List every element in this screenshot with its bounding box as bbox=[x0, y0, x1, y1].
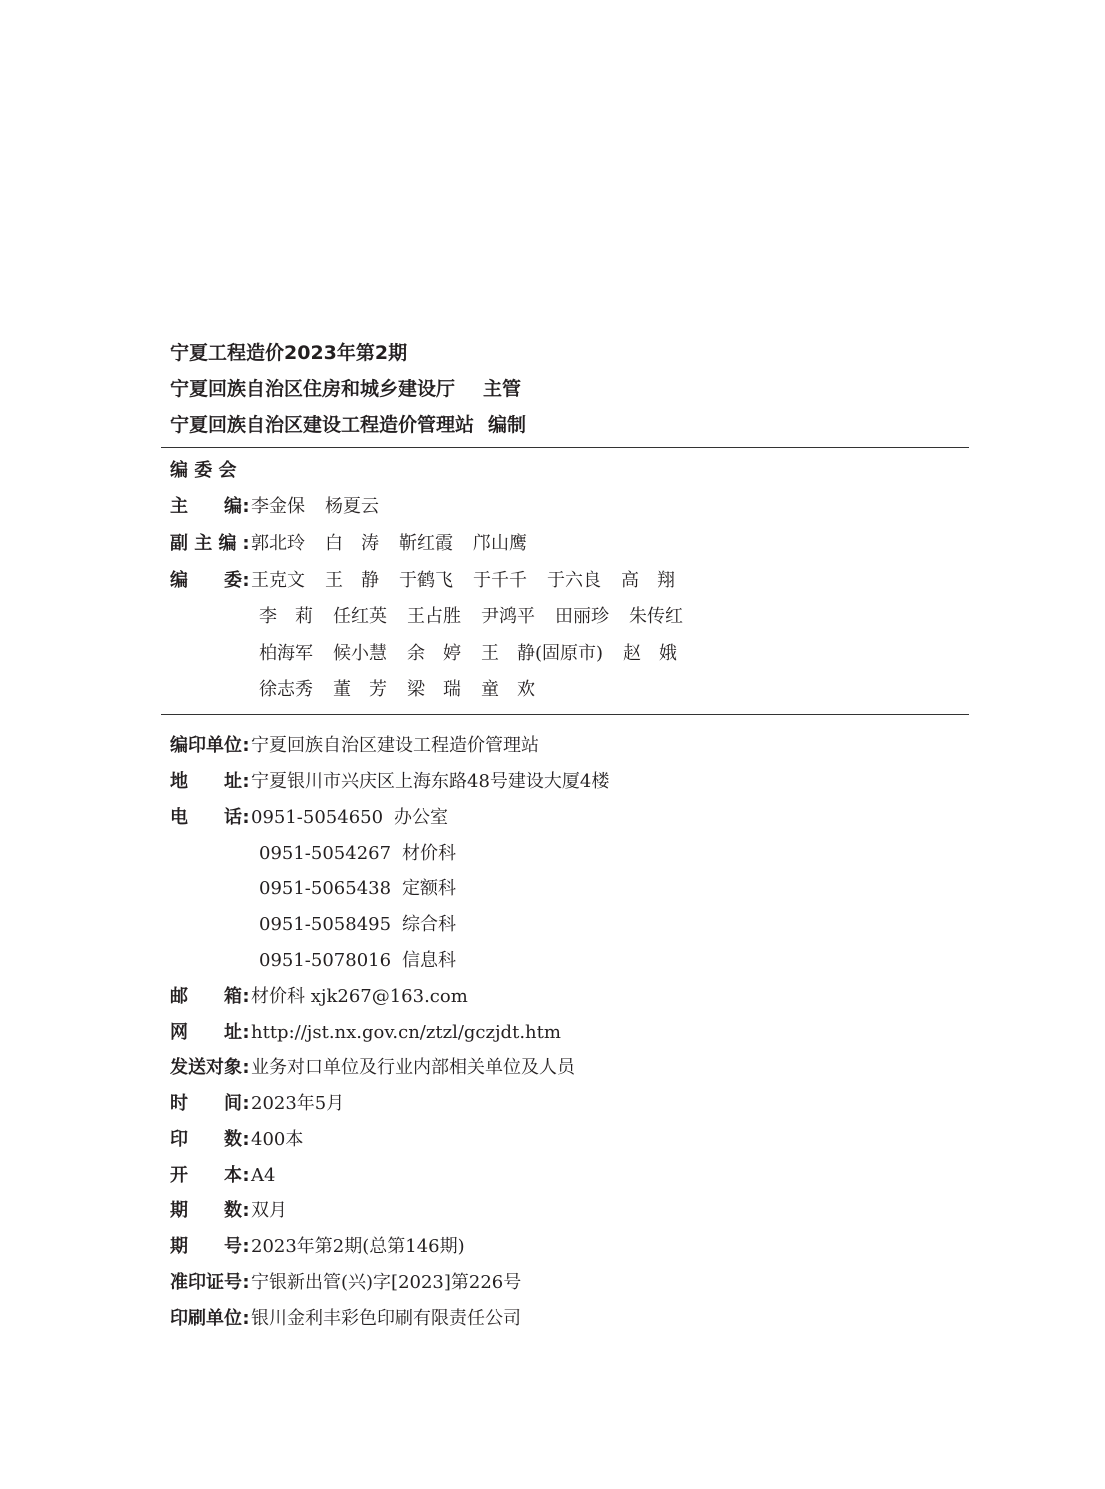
publisher-label: 编印单位 bbox=[170, 735, 242, 756]
member-names: 王克文 王 静 于鹤飞 于千千 于六良 高 翔 bbox=[251, 570, 675, 591]
address-row: 地 址:宁夏银川市兴庆区上海东路48号建设大厦4楼 bbox=[170, 767, 609, 803]
issue-value: 2023年第2期(总第146期) bbox=[251, 1236, 465, 1257]
phone-number: 0951-5058495 bbox=[259, 914, 392, 935]
website-row: 网 址:http://jst.nx.gov.cn/ztzl/gczjdt.htm bbox=[170, 1018, 561, 1054]
address-value: 宁夏银川市兴庆区上海东路48号建设大厦4楼 bbox=[251, 771, 610, 792]
member-names: 徐志秀 董 芳 梁 瑞 童 欢 bbox=[259, 679, 535, 700]
publisher-value: 宁夏回族自治区建设工程造价管理站 bbox=[251, 735, 539, 756]
chief-editor-label: 主 编 bbox=[170, 496, 242, 517]
format-label: 开 本 bbox=[170, 1165, 242, 1186]
phone-row bbox=[170, 946, 456, 982]
masthead bbox=[170, 338, 970, 446]
audience-label: 发送对象 bbox=[170, 1057, 242, 1078]
date-label: 时 间 bbox=[170, 1093, 242, 1114]
phone-row: 电 话:0951-5054650 办公室 bbox=[170, 803, 448, 839]
divider-top bbox=[161, 447, 969, 448]
phone-dept: 信息科 bbox=[402, 950, 456, 971]
printer-row: 印刷单位:银川金利丰彩色印刷有限责任公司 bbox=[170, 1304, 521, 1340]
phone-row bbox=[170, 839, 456, 875]
member-names: 柏海军 候小慧 余 婷 王 静(固原市) 赵 娥 bbox=[259, 643, 678, 664]
audience-value: 业务对口单位及行业内部相关单位及人员 bbox=[251, 1057, 575, 1078]
date-row: 时 间:2023年5月 bbox=[170, 1089, 344, 1125]
divider-middle bbox=[161, 714, 969, 715]
issue-row: 期 号:2023年第2期(总第146期) bbox=[170, 1232, 465, 1268]
deputy-editor-names: 郭北玲 白 涛 靳红霞 邝山鹰 bbox=[251, 533, 527, 554]
deputy-editor-label: 副 主 编 bbox=[170, 533, 237, 554]
address-label: 地 址 bbox=[170, 771, 242, 792]
website-label: 网 址 bbox=[170, 1022, 242, 1043]
permit-row: 准印证号:宁银新出管(兴)字[2023]第226号 bbox=[170, 1268, 521, 1304]
email-row: 邮 箱:材价科 xjk267@163.com bbox=[170, 982, 468, 1018]
supervisor-line bbox=[170, 374, 970, 410]
member-row-3 bbox=[170, 639, 697, 675]
phone-dept: 定额科 bbox=[402, 878, 456, 899]
copies-value: 400本 bbox=[251, 1129, 304, 1150]
phone-row bbox=[170, 910, 456, 946]
issue-label: 期 号 bbox=[170, 1236, 242, 1257]
phone-dept: 材价科 bbox=[402, 843, 456, 864]
phone-row bbox=[170, 874, 456, 910]
copies-row: 印 数:400本 bbox=[170, 1125, 303, 1161]
format-value: A4 bbox=[251, 1165, 276, 1186]
frequency-value: 双月 bbox=[251, 1200, 287, 1221]
phone-number: 0951-5054267 bbox=[259, 843, 392, 864]
permit-value: 宁银新出管(兴)字[2023]第226号 bbox=[251, 1272, 522, 1293]
website-value: http://jst.nx.gov.cn/ztzl/gczjdt.htm bbox=[251, 1022, 561, 1043]
supervisor-org: 宁夏回族自治区住房和城乡建设厅 bbox=[170, 378, 456, 400]
phone-number: 0951-5054650 bbox=[251, 807, 384, 828]
frequency-label: 期 数 bbox=[170, 1200, 242, 1221]
phone-number: 0951-5078016 bbox=[259, 950, 392, 971]
date-value: 2023年5月 bbox=[251, 1093, 345, 1114]
copies-label: 印 数 bbox=[170, 1129, 242, 1150]
phone-dept: 综合科 bbox=[402, 914, 456, 935]
supervisor-role: 主管 bbox=[483, 378, 522, 400]
publisher-row: 编印单位:宁夏回族自治区建设工程造价管理站 bbox=[170, 731, 539, 767]
audience-row: 发送对象:业务对口单位及行业内部相关单位及人员 bbox=[170, 1053, 575, 1089]
phone-number: 0951-5065438 bbox=[259, 878, 392, 899]
chief-editor-names: 李金保 杨夏云 bbox=[251, 496, 379, 517]
member-row-4 bbox=[170, 675, 555, 711]
member-names: 李 莉 任红英 王占胜 尹鸿平 田丽珍 朱传红 bbox=[259, 606, 683, 627]
printer-value: 银川金利丰彩色印刷有限责任公司 bbox=[251, 1308, 521, 1329]
frequency-row: 期 数:双月 bbox=[170, 1196, 287, 1232]
printer-label: 印刷单位 bbox=[170, 1308, 242, 1329]
compiler-role: 编制 bbox=[488, 414, 527, 436]
chief-editor-row: 主 编:李金保 杨夏云 bbox=[170, 492, 399, 528]
compiler-org: 宁夏回族自治区建设工程造价管理站 bbox=[170, 414, 475, 436]
member-row-2 bbox=[170, 602, 703, 638]
email-value: 材价科 xjk267@163.com bbox=[251, 986, 468, 1007]
members-label: 编 委 bbox=[170, 570, 242, 591]
phone-dept: 办公室 bbox=[394, 807, 448, 828]
deputy-editor-row: 副 主 编 :郭北玲 白 涛 靳红霞 邝山鹰 bbox=[170, 529, 547, 565]
compiler-line bbox=[170, 410, 970, 446]
email-label: 邮 箱 bbox=[170, 986, 242, 1007]
permit-label: 准印证号 bbox=[170, 1272, 242, 1293]
committee-heading: 编 委 会 bbox=[170, 460, 237, 481]
issue-title: 宁夏工程造价2023年第2期 bbox=[170, 342, 408, 364]
format-row: 开 本:A4 bbox=[170, 1161, 275, 1197]
phone-label: 电 话 bbox=[170, 807, 242, 828]
member-row-1: 编 委:王克文 王 静 于鹤飞 于千千 于六良 高 翔 bbox=[170, 566, 695, 602]
